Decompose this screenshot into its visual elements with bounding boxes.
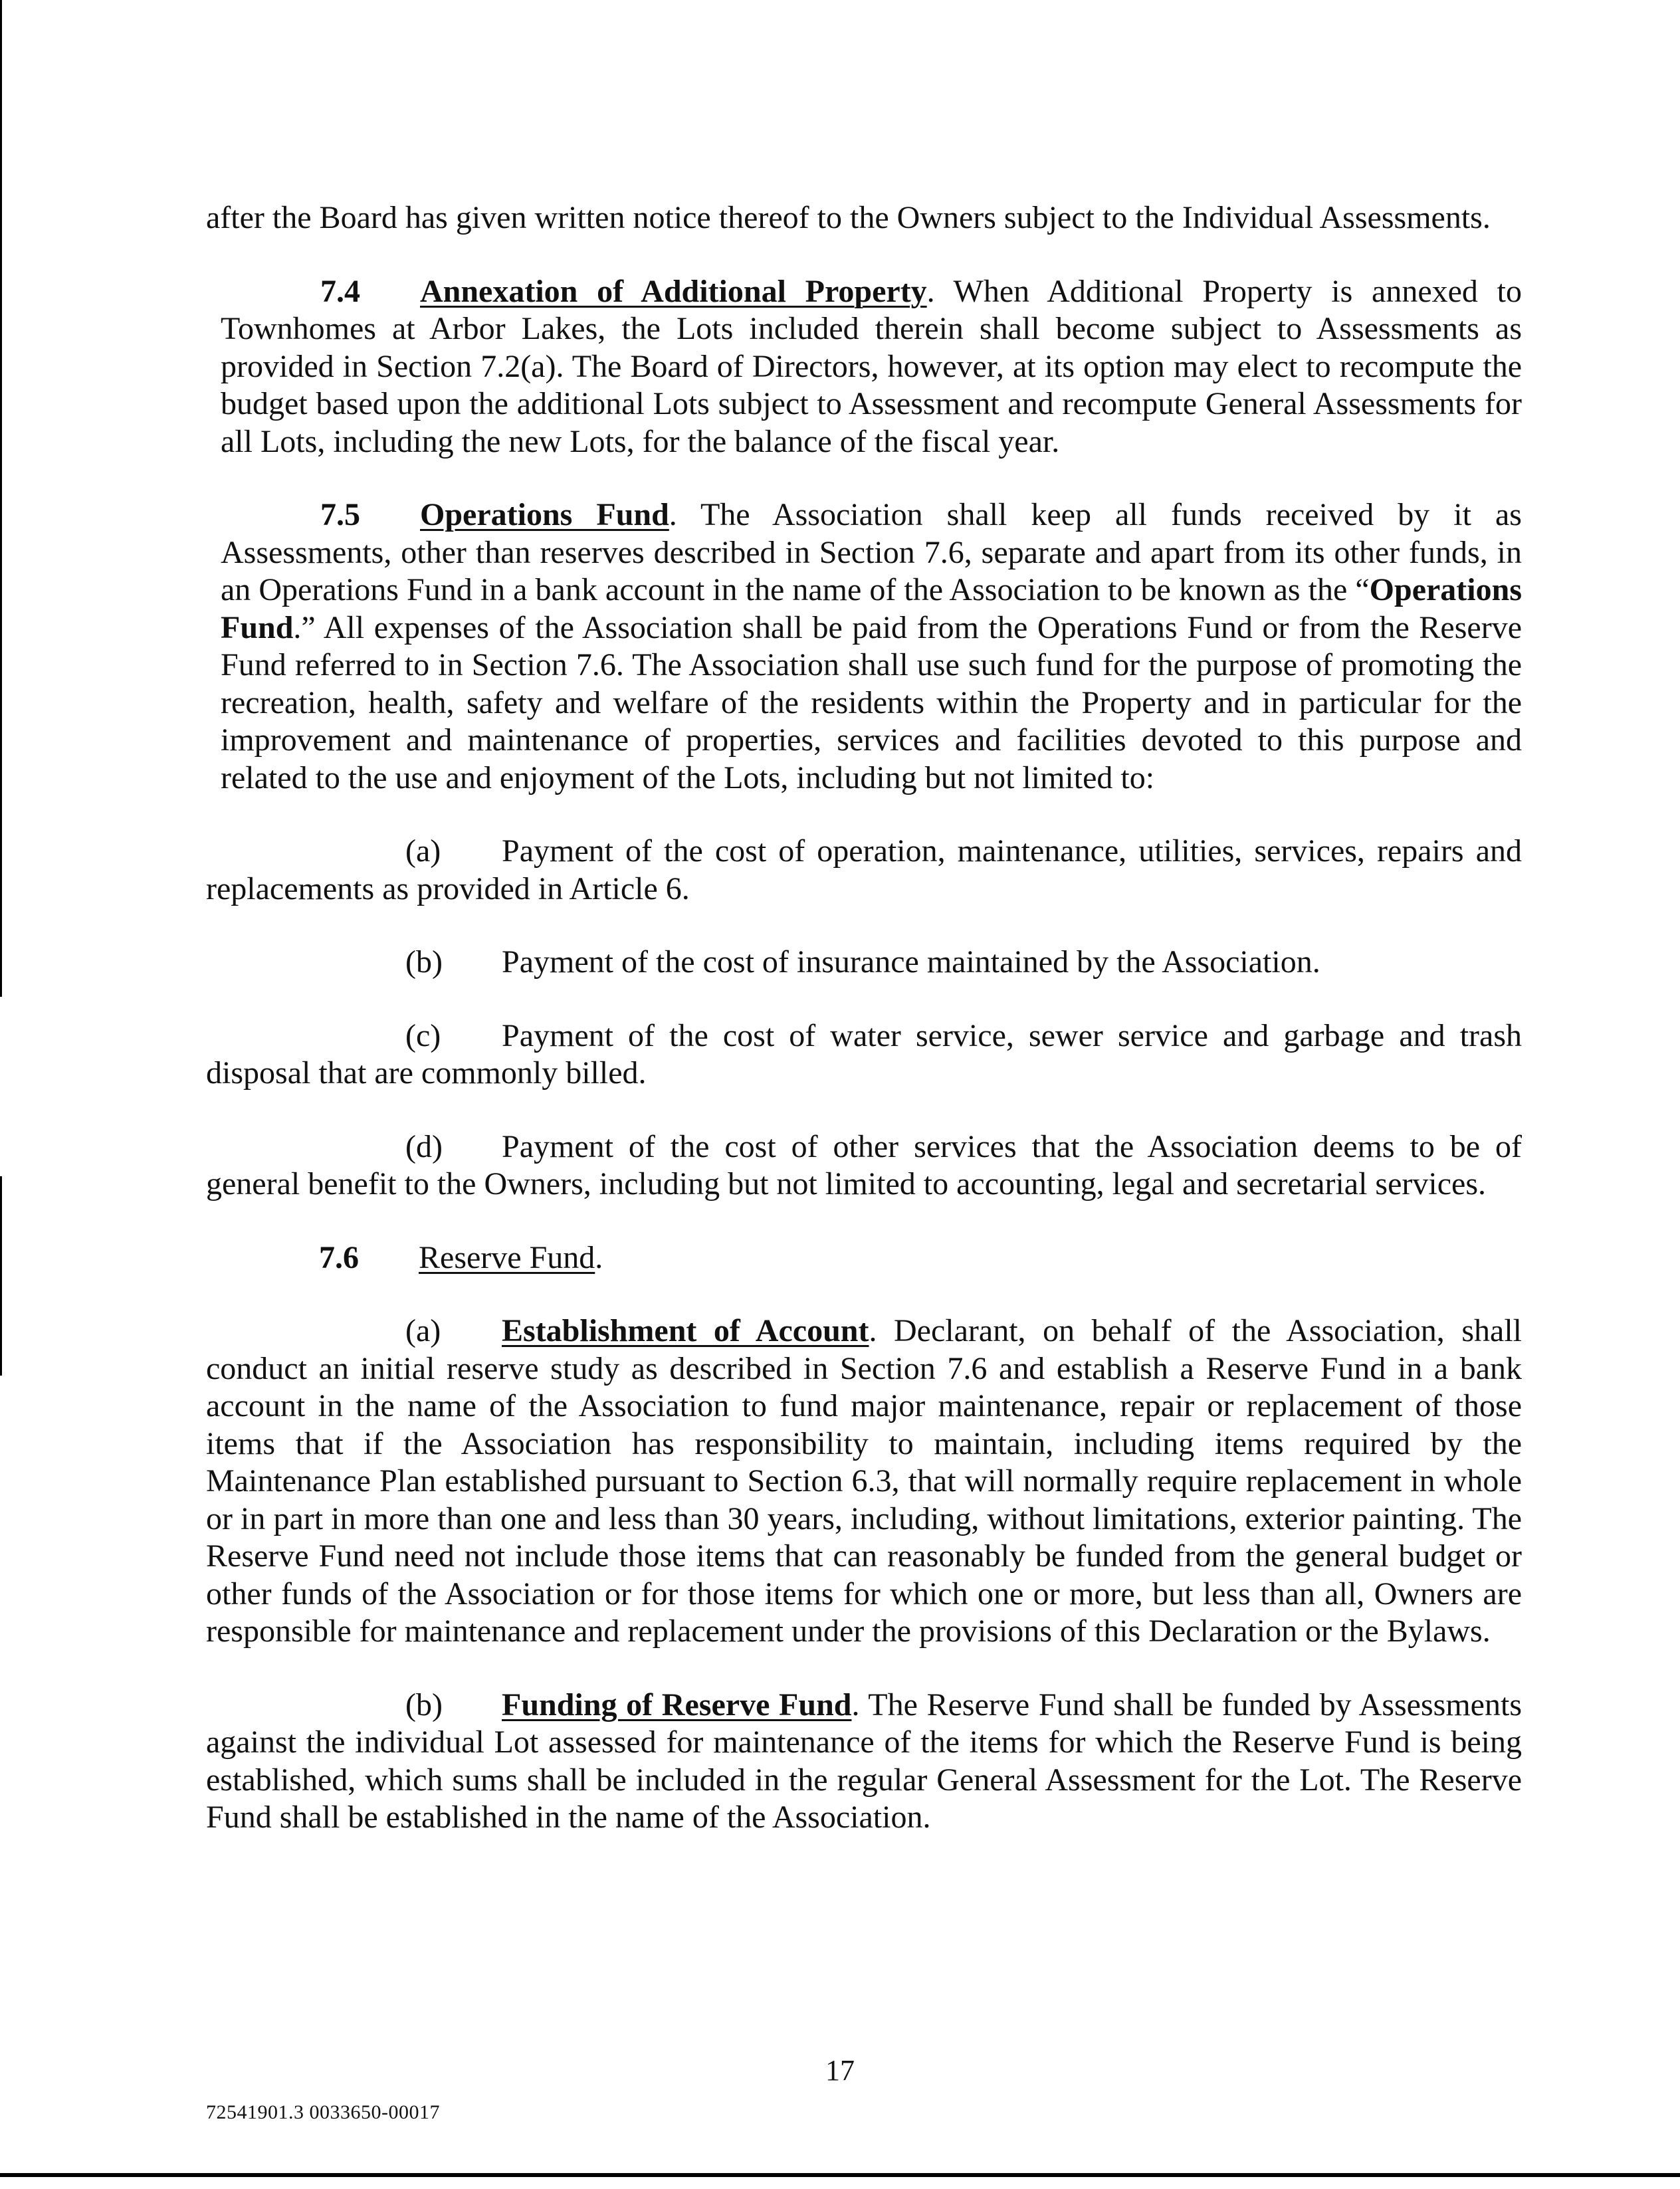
continuation-paragraph: after the Board has given written notice thereof to the Owners subject to the Individual Assessments. xyxy=(206,200,1491,235)
subsection-letter: (b) xyxy=(405,1687,443,1722)
page-number: 17 xyxy=(825,2054,855,2087)
section-body: . When Additional Property is annexed to Townhomes at Arbor Lakes, the Lots included therein shall become subject to Assessments as provided in Section 7.2(a). The Board of Directors, however, at its option may elect to recompute the budget based upon the additional Lots subject to Assessment and recompute General Assessments for all Lots, including the new Lots, for the balance of the fiscal year. xyxy=(221,273,1522,459)
subsection-text: Payment of the cost of operation, maintenance, utilities, services, repairs and replacements as provided in Article 6. xyxy=(206,833,1522,906)
subsection-7-6-a xyxy=(206,1312,1522,1651)
document-body xyxy=(206,199,1522,1873)
subsection-text: . Declarant, on behalf of the Association, shall conduct an initial reserve study as described in Section 7.6 and establish a Reserve Fund in a bank account in the name of the Association to fund major maintenance, repair or replacement of those items that if the Association has responsibility to maintain, including items required by the Maintenance Plan established pursuant to Section 6.3, that will normally require replacement in whole or in part in more than one and less than 30 years, including, without limitations, exterior painting. The Reserve Fund need not include those items that can reasonably be funded from the general budget or other funds of the Association or for those items for which one or more, but less than all, Owners are responsible for maintenance and replacement under the provisions of this Declaration or the Bylaws. xyxy=(206,1313,1522,1649)
defined-term: Operations Fund xyxy=(221,572,1522,645)
scan-edge-top xyxy=(0,0,2,997)
section-7-5 xyxy=(206,496,1522,797)
subsection-7-6-b xyxy=(206,1687,1522,1837)
subsection-text: . The Reserve Fund shall be funded by Assessments against the individual Lot assessed for maintenance of the items for which the Reserve Fund is being established, which sums shall be included in the regular General Assessment for the Lot. The Reserve Fund shall be established in the name of the Association. xyxy=(206,1687,1522,1835)
subsection-letter: (a) xyxy=(405,833,441,869)
document-code: 72541901.3 0033650-00017 xyxy=(206,2101,440,2123)
section-title: Annexation of Additional Property xyxy=(420,273,927,309)
subsection-letter: (b) xyxy=(405,944,443,980)
subsection-7-5-c xyxy=(206,1017,1522,1093)
section-title: Operations Fund xyxy=(420,497,669,532)
scan-edge-middle xyxy=(0,1176,2,1376)
section-number: 7.5 xyxy=(320,497,360,532)
subsection-letter: (d) xyxy=(405,1128,443,1164)
subsection-7-5-d xyxy=(206,1128,1522,1203)
subsection-text: Payment of the cost of water service, sewer service and garbage and trash disposal that are commonly billed. xyxy=(206,1017,1522,1091)
scan-edge-bottom xyxy=(0,2173,1680,2177)
subsection-text: Payment of the cost of insurance maintained by the Association. xyxy=(502,944,1320,980)
section-body-continued: .” All expenses of the Association shall be paid from the Operations Fund or from the Reserve Fund referred to in Section 7.6. The Association shall use such fund for the purpose of promoting the recreation, health, safety and welfare of the residents within the Property and in particular for the improvement and maintenance of properties, services and facilities devoted to this purpose and related to the use and enjoyment of the Lots, including but not limited to: xyxy=(221,609,1522,795)
section-number: 7.6 xyxy=(319,1239,359,1275)
subsection-7-5-b xyxy=(206,944,1522,982)
subsection-letter: (a) xyxy=(405,1313,441,1348)
subsection-heading: Funding of Reserve Fund xyxy=(502,1687,852,1722)
section-7-6-heading xyxy=(319,1239,1522,1277)
subsection-letter: (c) xyxy=(405,1017,441,1053)
subsection-heading: Establishment of Account xyxy=(502,1313,869,1348)
section-title: Reserve Fund xyxy=(419,1239,595,1275)
section-body: . The Association shall keep all funds received by it as Assessments, other than reserves described in Section 7.6, separate and apart from its other funds, in an Operations Fund in a bank account in the name of the Association to be known as the “ xyxy=(221,497,1522,607)
section-number: 7.4 xyxy=(320,273,360,309)
section-title-period: . xyxy=(595,1239,603,1275)
subsection-7-5-a xyxy=(206,833,1522,908)
subsection-text: Payment of the cost of other services that the Association deems to be of general benefit to the Owners, including but not limited to accounting, legal and secretarial services. xyxy=(206,1128,1522,1201)
section-7-4 xyxy=(206,273,1522,461)
